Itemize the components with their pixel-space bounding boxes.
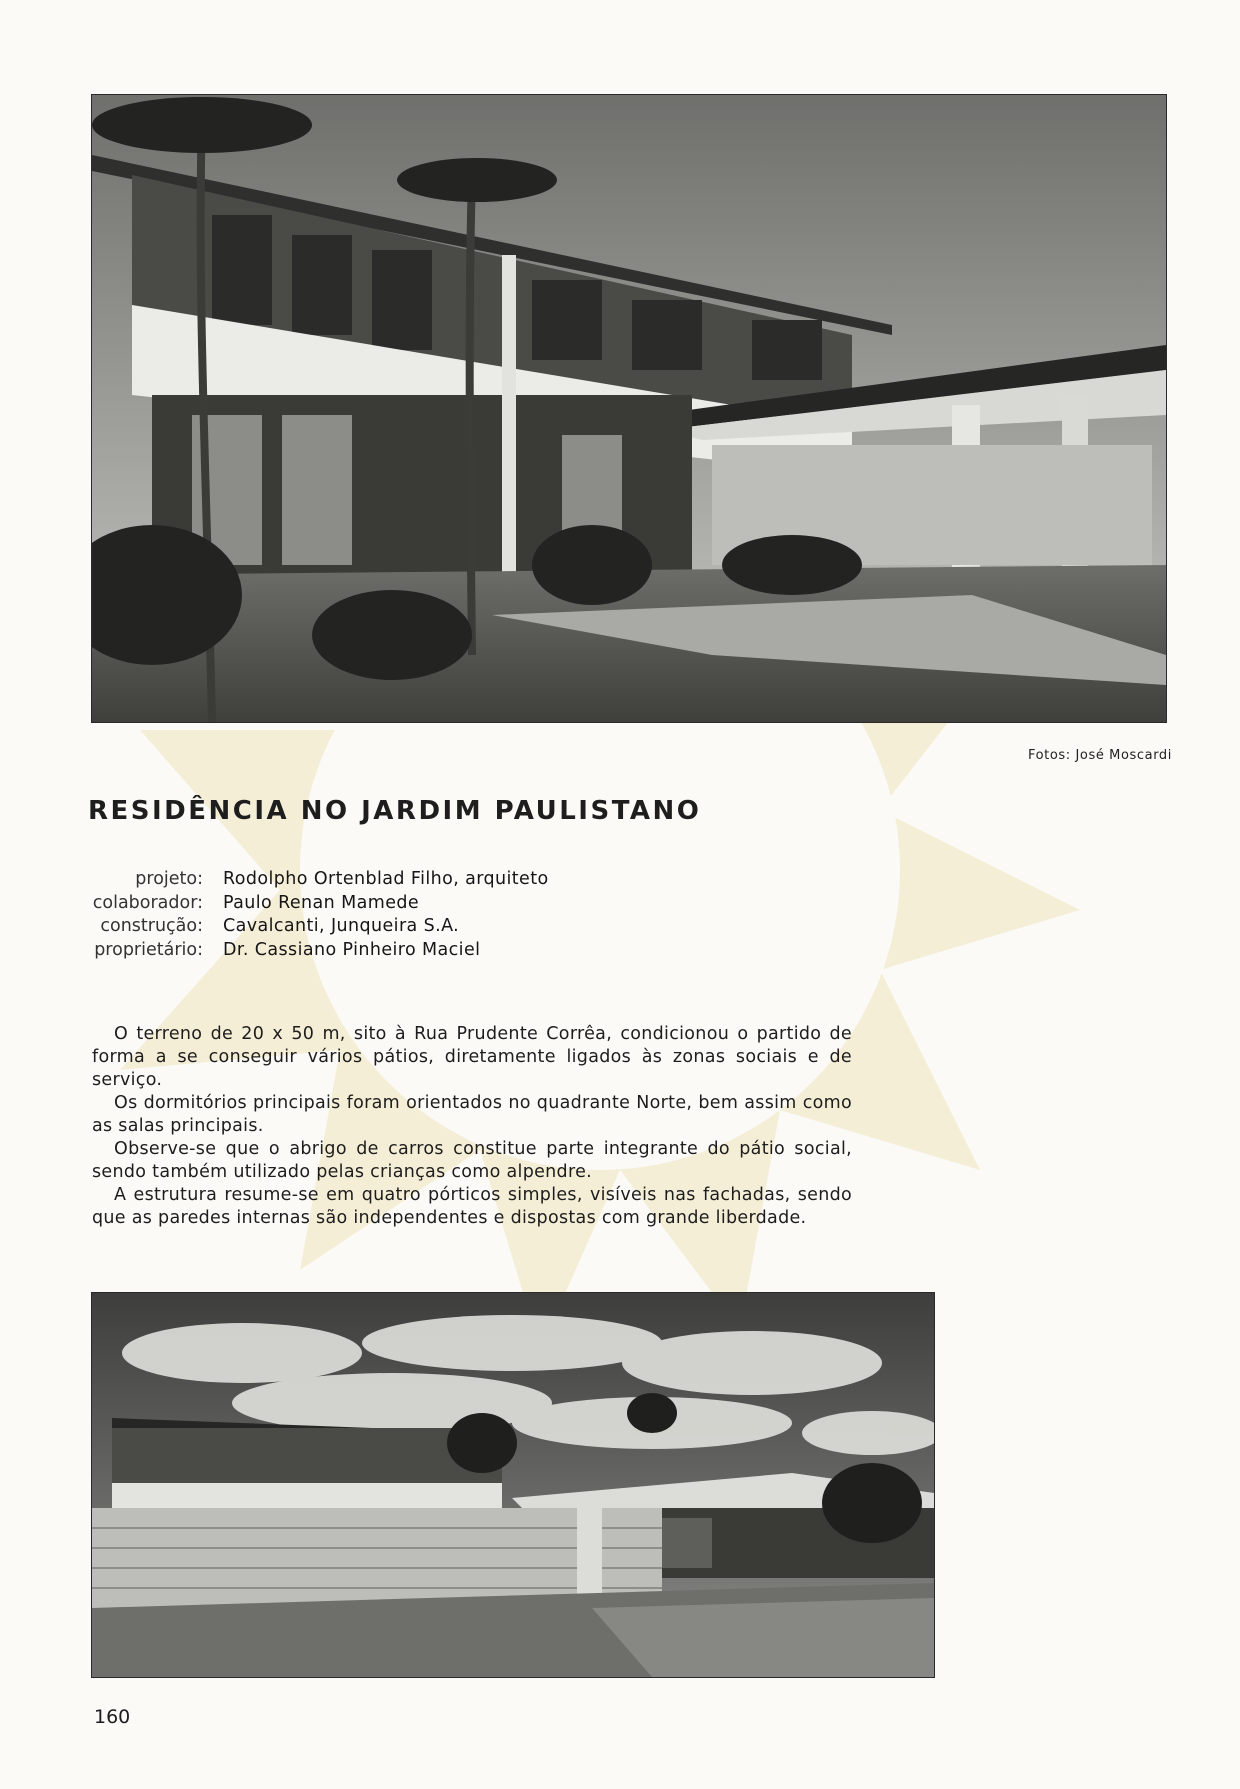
paragraph: O terreno de 20 x 50 m, sito à Rua Prudente Corrêa, condicionou o partido de forma a se conseguir vários pátios, diretamente ligados às zonas sociais e de serviço. <box>92 1024 852 1090</box>
photo-credit: Fotos: José Moscardi <box>1027 748 1172 763</box>
credits-block <box>86 868 549 962</box>
credit-label: construção: <box>100 916 203 936</box>
credit-row <box>86 915 549 939</box>
credit-label: colaborador: <box>92 892 203 913</box>
paragraph: A estrutura resume-se em quatro pórticos simples, visíveis nas fachadas, sendo que as paredes internas são independentes e dispostas com grande liberdade. <box>92 1185 852 1228</box>
paragraph: Observe-se que o abrigo de carros constitue parte integrante do pátio social, sendo também utilizado pelas crianças como alpendre. <box>92 1139 852 1182</box>
body-text <box>92 1023 852 1230</box>
house-street-photo <box>91 1292 935 1678</box>
credit-row <box>86 939 549 963</box>
credit-row <box>86 868 549 892</box>
credit-row <box>86 892 549 916</box>
credit-label: proprietário: <box>94 939 203 960</box>
credit-value: Rodolpho Ortenblad Filho, arquiteto <box>223 869 549 889</box>
page-number: 160 <box>94 1706 131 1728</box>
credit-label: projeto: <box>135 869 203 889</box>
credit-value: Cavalcanti, Junqueira S.A. <box>223 916 460 936</box>
house-front-photo <box>91 94 1167 723</box>
credit-value: Paulo Renan Mamede <box>223 892 420 913</box>
credit-value: Dr. Cassiano Pinheiro Maciel <box>223 939 481 960</box>
page-title: RESIDÊNCIA NO JARDIM PAULISTANO <box>88 796 702 826</box>
paragraph: Os dormitórios principais foram orientados no quadrante Norte, bem assim como as salas principais. <box>92 1093 852 1136</box>
